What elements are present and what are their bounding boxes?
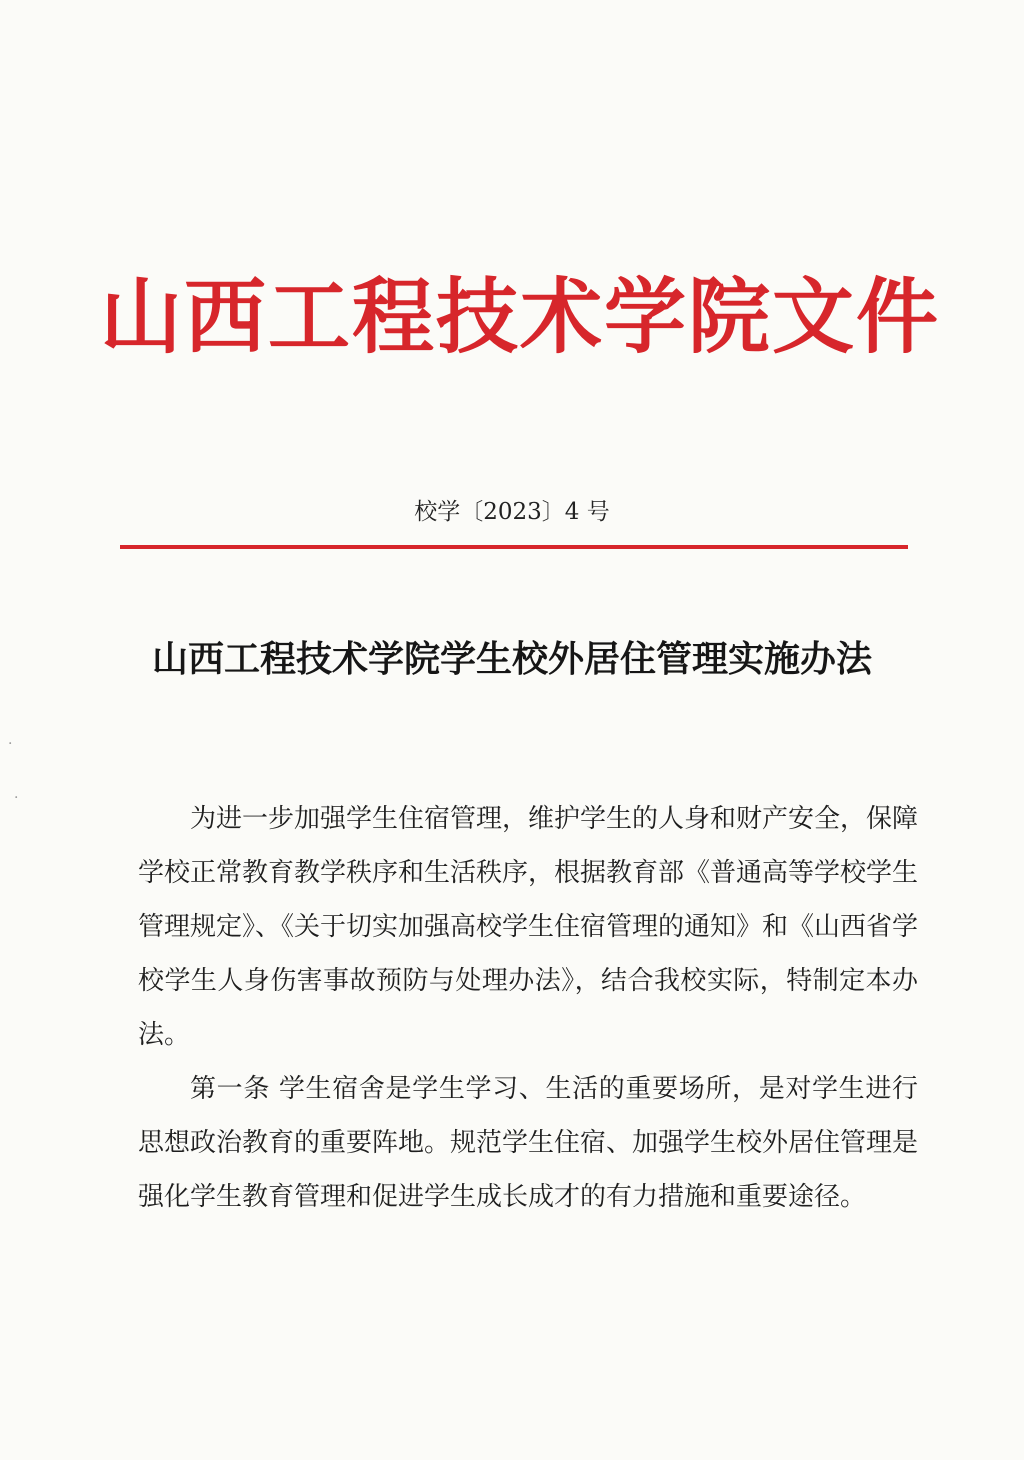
document-number: 校学〔2023〕4 号: [414, 499, 610, 525]
paragraph-article-1: 第一条 学生宿舍是学生学习、生活的重要场所，是对学生进行思想政治教育的重要阵地。规范学生住宿、加强学生校外居住管理是强化学生教育管理和促进学生成长成才的有力措施和重要途径。: [138, 1074, 919, 1212]
document-body: [138, 792, 918, 1224]
scan-speck: ·: [14, 790, 19, 806]
red-divider-line: [120, 545, 908, 549]
scan-speck: ·: [8, 736, 13, 752]
document-title: 山西工程技术学院学生校外居住管理实施办法: [151, 639, 872, 680]
masthead-title: 山西工程技术学院文件: [100, 269, 941, 365]
paragraph-intro: 为进一步加强学生住宿管理，维护学生的人身和财产安全，保障学校正常教育教学秩序和生活秩序，根据教育部《普通高等学校学生管理规定》、《关于切实加强高校学生住宿管理的通知》和《山西省学校学生人身伤害事故预防与处理办法》，结合我校实际，特制定本办法。: [138, 804, 919, 1050]
